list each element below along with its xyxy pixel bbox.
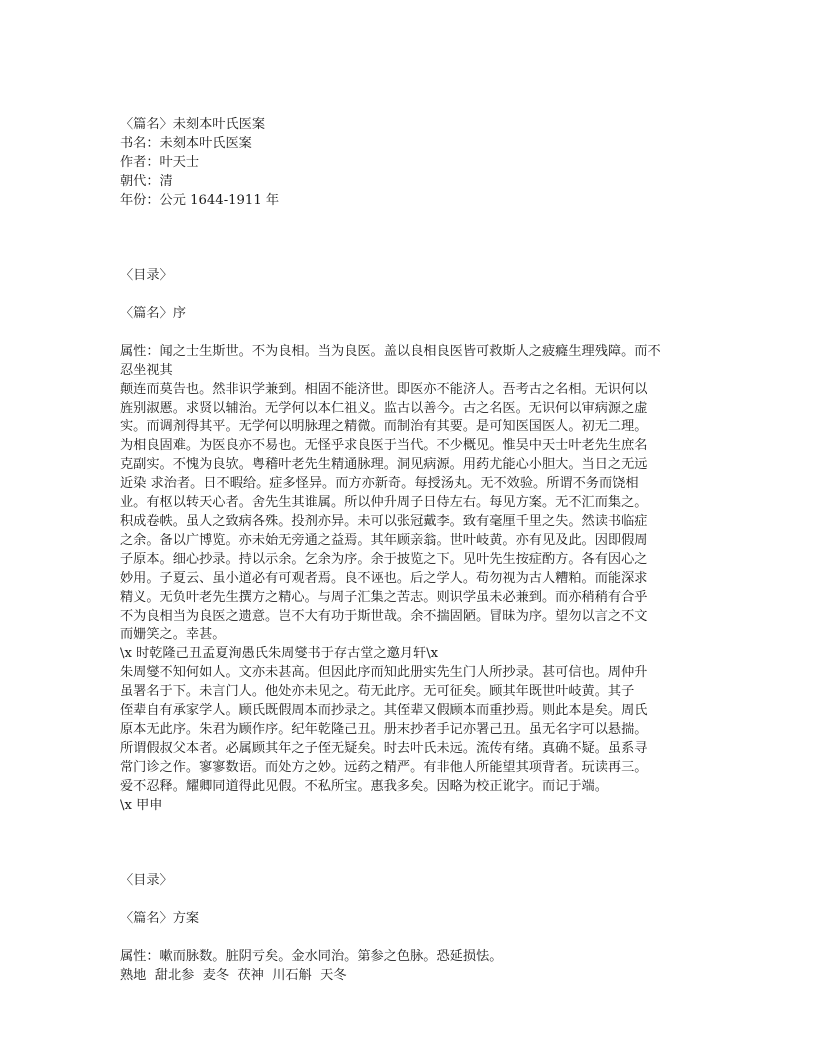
text-line: \x 甲申 (120, 797, 163, 813)
dynasty: 朝代：清 (120, 173, 173, 189)
text-line: 虽署名于下。未言门人。他处亦未见之。苟无此序。无可征矣。顾其年既世叶岐黄。其子 (120, 684, 635, 700)
text-line: 属性：嗽而脉数。脏阴亏矣。金水同治。第参之色脉。恐延损怯。 (120, 948, 503, 964)
text-line: 颠连而莫告也。然非识学兼到。相固不能济世。即医亦不能济人。吾考古之名相。无识何以 (120, 381, 648, 397)
text-line: 精义。无负叶老先生撰方之精心。与周子汇集之苦志。则识学虽未必兼到。而亦稍稍有合乎 (120, 589, 648, 605)
prescription-line: 熟地 甜北参 麦冬 茯神 川石斛 天冬 (120, 967, 347, 983)
text-line: \x 时乾隆己丑孟夏洵愚氏朱周燮书于存古堂之邀月轩\x (120, 646, 439, 662)
text-line: 不为良相当为良医之遗意。岂不大有功于斯世哉。余不揣固陋。冒昧为序。望勿以言之不文 (120, 608, 648, 624)
toc-label: 〈目录〉 (120, 268, 173, 284)
text-line: 子原本。细心抄录。持以示余。乞余为序。余于披览之下。见叶先生按症酌方。各有因心之 (120, 551, 648, 567)
book-name: 书名：未刻本叶氏医案 (120, 135, 252, 151)
text-line: 常门诊之作。寥寥数语。而处方之妙。远药之精严。有非他人所能望其项背者。玩读再三。 (120, 759, 648, 775)
text-line: 克副实。不愧为良欤。粤稽叶老先生精通脉理。洞见病源。用药尤能心小胆大。当日之无远 (120, 457, 648, 473)
text-line: 旌别淑慝。求贤以辅治。无学何以本仁祖义。监古以善今。古之名医。无识何以审病源之虚 (120, 400, 648, 416)
text-line: 妙用。子夏云、虽小道必有可观者焉。良不诬也。后之学人。苟勿视为古人糟粕。而能深求 (120, 570, 648, 586)
record-title: 〈篇名〉未刻本叶氏医案 (120, 117, 266, 132)
text-line: 业。有枢以转天心者。舍先生其谁属。所以仲升周子日侍左右。每见方案。无不汇而集之。 (120, 495, 648, 511)
text-line: 积成卷帙。虽人之致病各殊。投剂亦异。未可以张冠戴李。致有毫厘千里之失。然读书临症 (120, 513, 648, 529)
text-line: 近染 求治者。日不暇给。症多怪异。而方亦新奇。每授汤丸。无不效验。所谓不务而饶相 (120, 476, 639, 492)
text-line: 属性：闻之士生斯世。不为良相。当为良医。盖以良相良医皆可救斯人之疲癃生理残障。而不 (120, 343, 661, 359)
author: 作者：叶天士 (120, 154, 200, 170)
toc-label: 〈目录〉 (120, 873, 173, 889)
text-line: 为相良固难。为医良亦不易也。无怪乎求良医于当代。不少概见。惟吴中天士叶老先生庶名 (120, 438, 648, 454)
text-line: 爱不忍释。耀卿同道得此见假。不私所宝。惠我多矣。因略为校正讹字。而记于端。 (120, 778, 608, 794)
preface-body (120, 343, 710, 816)
text-line: 实。而调剂得其平。无学何以明脉理之精微。而制治有其要。是可知医国医人。初无二理。 (120, 419, 648, 435)
text-line: 朱周燮不知何如人。文亦未甚高。但因此序而知此册实先生门人所抄录。甚可信也。周仲升 (120, 665, 648, 681)
text-line: 而姗笑之。幸甚。 (120, 627, 226, 643)
case-body (120, 948, 710, 986)
text-line: 忍坐视其 (120, 362, 173, 378)
section-title-case: 〈篇名〉方案 (120, 910, 200, 926)
document-page (120, 116, 710, 986)
text-line: 侄辈自有承家学人。顾氏既假周本而抄录之。其侄辈又假顾本而重抄焉。则此本是矣。周氏 (120, 703, 648, 719)
text-line: 所谓假叔父本者。必属顾其年之子侄无疑矣。时去叶氏未远。流传有绪。真确不疑。虽系寻 (120, 740, 648, 756)
text-line: 原本无此序。朱君为顾作序。纪年乾隆己丑。册末抄者手记亦署己丑。虽无名字可以悬揣。 (120, 721, 648, 737)
text-line: 之余。备以广博览。亦未始无旁通之益焉。其年顾亲翁。世叶岐黄。亦有见及此。因即假周 (120, 532, 648, 548)
section-title-preface: 〈篇名〉序 (120, 306, 186, 322)
years: 年份：公元 1644-1911 年 (120, 192, 280, 208)
